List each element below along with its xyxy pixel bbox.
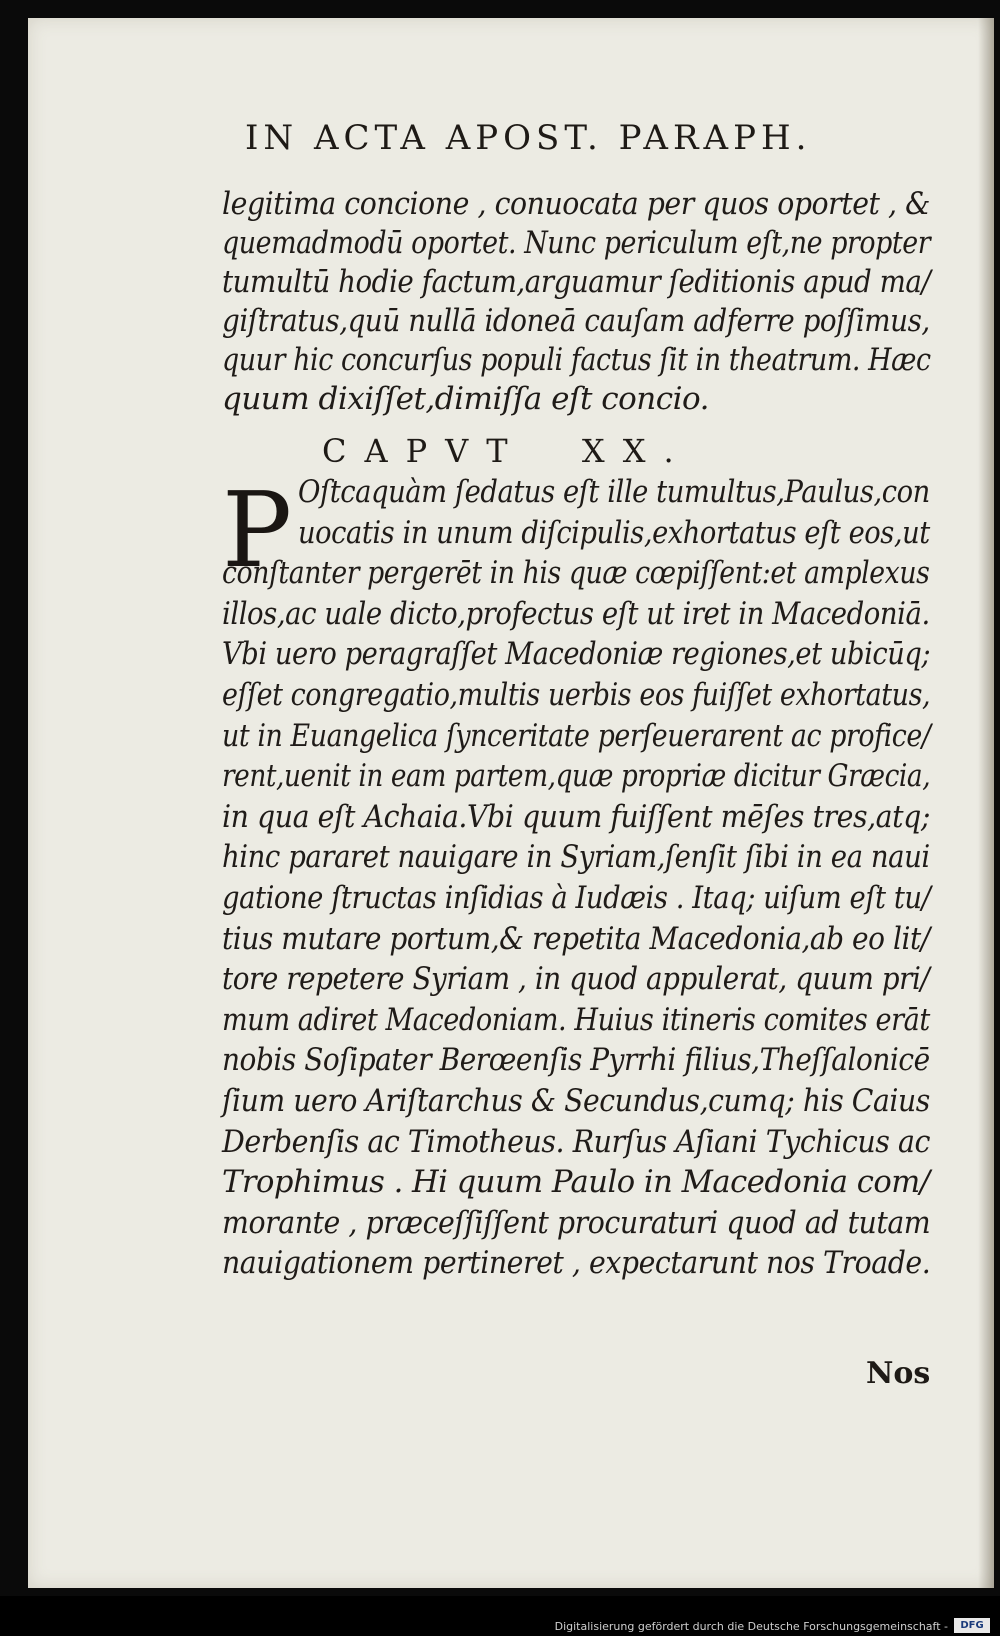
text-line: Trophimus . Hi quum Paulo in Macedonia com/ xyxy=(222,1164,930,1200)
catchword: Nos xyxy=(866,1356,931,1391)
text-line: ut in Euangelica ſynceritate perſeuerarent ac profice/ xyxy=(222,718,931,754)
drop-initial: P xyxy=(222,469,292,591)
text-line: quur hic concurſus populi factus ſit in theatrum. Hæc xyxy=(222,342,931,378)
text-line: morante , præceſſiſſent procuraturi quod ad tutam xyxy=(222,1205,931,1241)
text-line: legitima concione , conuocata per quos oportet , & xyxy=(222,186,930,222)
text-line: tore repetere Syriam , in quod appulerat, quum pri/ xyxy=(222,961,930,997)
text-line: tumultū hodie factum,arguamur ſeditionis apud ma/ xyxy=(222,264,931,300)
text-line: quum dixiſſet,dimiſſa eſt concio. xyxy=(222,381,710,417)
dfg-logo: DFG xyxy=(954,1618,990,1633)
digitization-credit: Digitalisierung gefördert durch die Deutsche Forschungsgemeinschaft - xyxy=(554,1620,948,1633)
text-line: uocatis in unum diſcipulis,exhortatus eſt eos,ut xyxy=(298,515,930,551)
text-line: nobis Soſipater Berœenſis Pyrrhi filius,Theſſalonicē xyxy=(222,1042,930,1078)
text-line: hinc pararet nauigare in Syriam,ſenſit ſibi in ea naui xyxy=(222,839,930,875)
text-line: tius mutare portum,& repetita Macedonia,ab eo lit/ xyxy=(222,921,930,957)
text-line: ſium uero Ariſtarchus & Secundus,cumq; his Caius xyxy=(222,1083,930,1119)
text-line: rent,uenit in eam partem,quæ propriæ dicitur Græcia, xyxy=(222,758,931,794)
text-line: Vbi uero peragraſſet Macedoniæ regiones,et ubicūq; xyxy=(222,636,931,672)
text-line: illos,ac uale dicto,profectus eſt ut iret in Macedoniā. xyxy=(222,596,930,632)
text-line: Oſtcaquàm ſedatus eſt ille tumultus,Paulus,con xyxy=(298,474,930,510)
text-line: gatione ſtructas inſidias à Iudæis . Itaq; uiſum eſt tu/ xyxy=(222,880,931,916)
text-line: in qua eſt Achaia.Vbi quum fuiſſent mēſes tres,atq; xyxy=(222,799,930,835)
chapter-heading: CAPVT XX. xyxy=(322,432,692,470)
text-line: nauigationem pertineret , expectarunt nos Troade. xyxy=(222,1245,931,1281)
running-head: IN ACTA APOST. PARAPH. xyxy=(245,118,812,158)
text-line: Derbenſis ac Timotheus. Rurſus Aſiani Tychicus ac xyxy=(222,1124,930,1160)
text-line: conſtanter pergerēt in his quæ cœpiſſent:et amplexus xyxy=(222,555,930,591)
text-line: mum adiret Macedoniam. Huius itineris comites erāt xyxy=(222,1002,930,1038)
text-line: giſtratus,quū nullā idoneā cauſam adferre poſſimus, xyxy=(222,303,930,339)
text-line: eſſet congregatio,multis uerbis eos fuiſſet exhortatus, xyxy=(222,677,931,713)
text-line: quemadmodū oportet. Nunc periculum eſt,ne propter xyxy=(222,225,931,261)
